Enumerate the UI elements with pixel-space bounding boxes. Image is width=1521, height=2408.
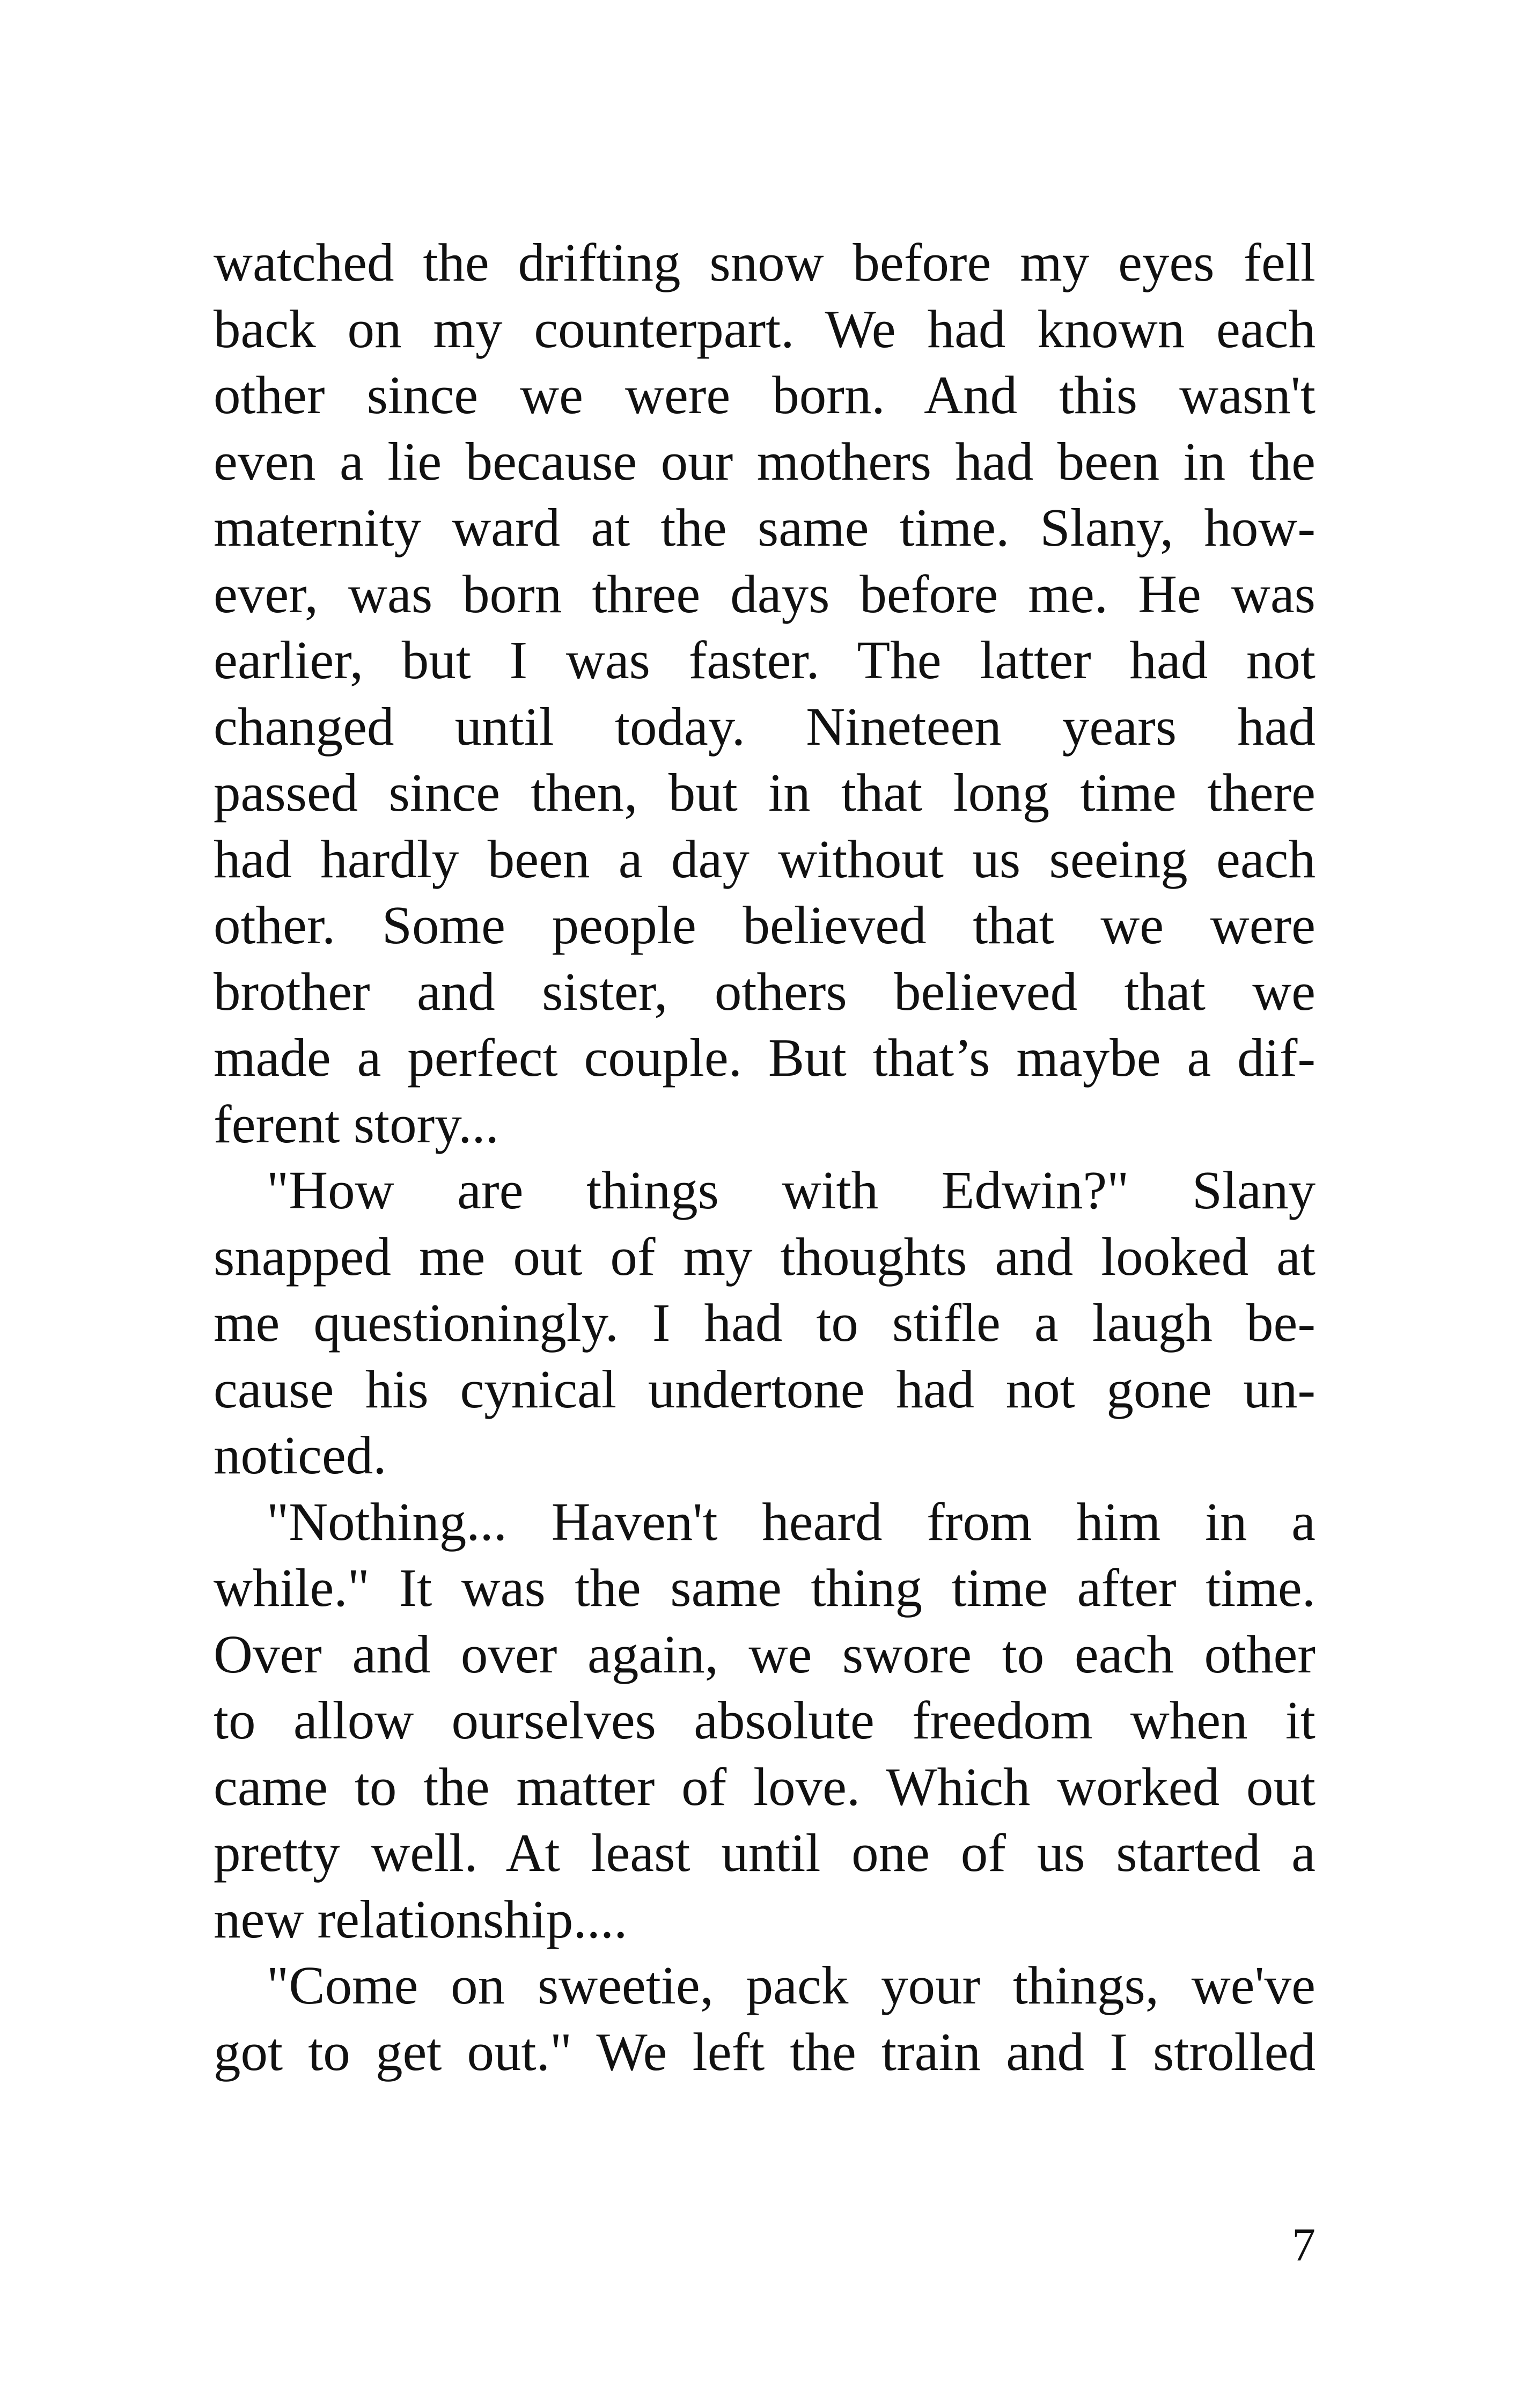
text-line: ever, was born three days before me. He was: [214, 563, 1316, 624]
text-line: other. Some people believed that we were: [214, 895, 1316, 955]
text-line: earlier, but I was faster. The latter had not: [214, 630, 1316, 690]
text-line: even a lie because our mothers had been in the: [214, 431, 1316, 491]
text-line: snapped me out of my thoughts and looked at: [214, 1226, 1316, 1287]
text-line: to allow ourselves absolute freedom when it: [214, 1690, 1316, 1750]
text-line: back on my counterpart. We had known each: [214, 298, 1316, 359]
text-line: new relationship....: [214, 1889, 628, 1949]
text-line: maternity ward at the same time. Slany, how-: [214, 497, 1316, 557]
text-line: me questioningly. I had to stifle a laugh be-: [214, 1293, 1316, 1353]
text-line: Over and over again, we swore to each other: [214, 1624, 1316, 1684]
text-line: watched the drifting snow before my eyes fell: [214, 232, 1316, 292]
text-line: got to get out." We left the train and I strolled: [214, 2021, 1316, 2082]
text-line: pretty well. At least until one of us started a: [214, 1823, 1316, 1883]
text-line: ferent story...: [214, 1093, 499, 1154]
text-line: brother and sister, others believed that we: [214, 961, 1316, 1022]
text-line: had hardly been a day without us seeing each: [214, 828, 1316, 889]
text-line: while." It was the same thing time after time.: [214, 1558, 1316, 1618]
text-line: came to the matter of love. Which worked out: [214, 1756, 1316, 1817]
text-line: other since we were born. And this wasn't: [214, 365, 1316, 425]
text-line: "Nothing... Haven't heard from him in a: [267, 1491, 1316, 1552]
text-line: noticed.: [214, 1425, 387, 1485]
text-line: changed until today. Nineteen years had: [214, 696, 1316, 757]
page-number: 7: [1292, 2219, 1316, 2271]
body-text: [214, 230, 1316, 2085]
text-line: passed since then, but in that long time there: [214, 762, 1316, 823]
text-line: "Come on sweetie, pack your things, we've: [267, 1955, 1316, 2015]
text-line: made a perfect couple. But that’s maybe a dif-: [214, 1027, 1316, 1088]
text-line: cause his cynical undertone had not gone un-: [214, 1359, 1316, 1419]
text-line: "How are things with Edwin?" Slany: [267, 1160, 1316, 1220]
